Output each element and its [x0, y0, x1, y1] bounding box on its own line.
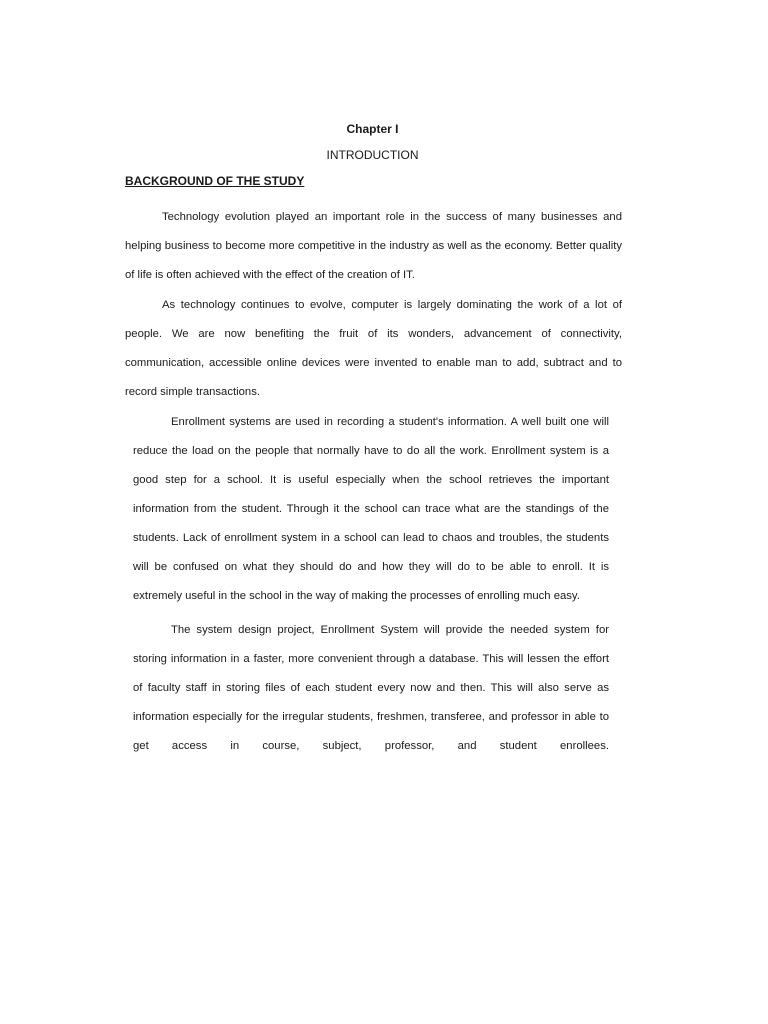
chapter-title: INTRODUCTION [326, 148, 419, 162]
paragraph-technology-continues: As technology continues to evolve, computer is largely dominating the work of a lot of people. We are now benefiting the fruit of its wonders, advancement of connectivity, communication, accessible online devices were invented to enable man to add, subtract and to record simple transactions. [125, 299, 622, 398]
paragraph-technology-evolution: Technology evolution played an important role in the success of many businesses and helping business to become more competitive in the industry as well as the economy. Better quality of life is often achieved with the effect of the creation of IT. [125, 211, 622, 281]
paragraph-enrollment-systems: Enrollment systems are used in recording a student's information. A well built one will reduce the load on the people that normally have to do all the work. Enrollment system is a good step for a school. It is useful especially when the school retrieves the important information from the student. Through it the school can trace what are the standings of the students. Lack of enrollment system in a school can lead to chaos and troubles, the students will be confused on what they should do and how they will do to be able to enroll. It is extremely useful in the school in the way of making the processes of enrolling much easy. [133, 416, 609, 602]
paragraph-system-design-project: The system design project, Enrollment System will provide the needed system for storing information in a faster, more convenient through a database. This will lessen the effort of faculty staff in storing files of each student every now and then. This will also serve as information especially for the irregular students, freshmen, transferee, and professor in able to get access in course, subject, professor, and student enrollees. [133, 624, 609, 752]
section-heading: BACKGROUND OF THE STUDY [125, 174, 305, 188]
chapter-label: Chapter I [346, 122, 399, 136]
